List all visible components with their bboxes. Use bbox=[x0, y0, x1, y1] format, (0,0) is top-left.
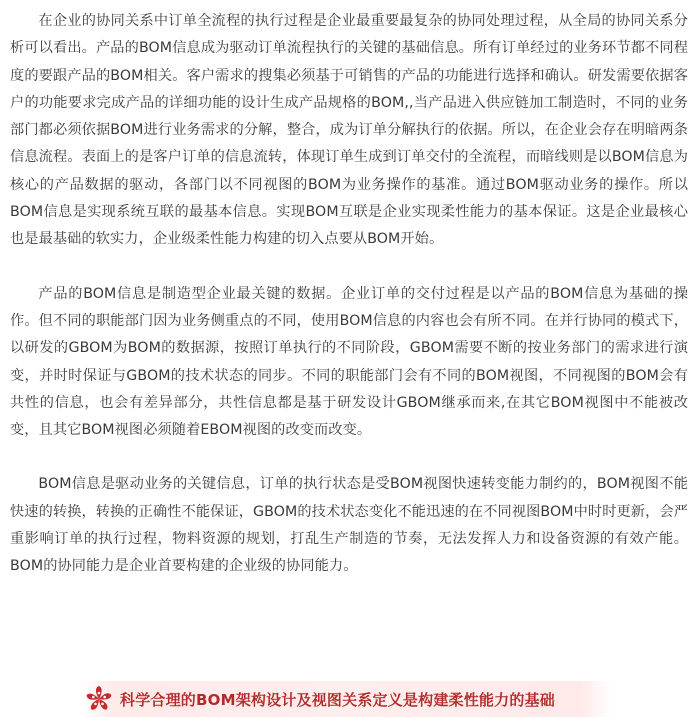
section-heading-text: 科学合理的BOM架构设计及视图关系定义是构建柔性能力的基础 bbox=[120, 690, 555, 709]
paragraph-3: BOM信息是驱动业务的关键信息，订单的执行状态是受BOM视图快速转变能力制约的，BOM视图不能快速的转换，转换的正确性不能保证，GBOM的技术状态变化不能迅速的在不同视图BOM中时时更新，会严重影响订单的执行过程，物料资源的规划，打乱生产制造的节奏，无法发挥人力和设备资源的有效产能。BOM的协同能力是企业首要构建的企业级的协同能力。 bbox=[10, 476, 688, 575]
paragraph-2: 产品的BOM信息是制造型企业最关键的数据。企业订单的交付过程是以产品的BOM信息为基础的操作。但不同的职能部门因为业务侧重点的不同，使用BOM信息的内容也会有所不同。在并行协同的模式下，以研发的GBOM为BOM的数据源，按照订单执行的不同阶段，GBOM需要不断的按业务部门的需求进行演变，并时时保证与GBOM的技术状态的同步。不同的职能部门会有不同的BOM视图，不同视图的BOM会有共性的信息，也会有差异部分，共性信息都是基于研发设计GBOM继承而来,在其它BOM视图中不能被改变，且其它BOM视图必须随着EBOM视图的改变而改变。 bbox=[10, 285, 688, 439]
article-body bbox=[10, 8, 688, 581]
section-heading bbox=[82, 681, 612, 717]
flower-icon bbox=[84, 684, 114, 714]
paragraph-1: 在企业的协同关系中订单全流程的执行过程是企业最重要最复杂的协同处理过程，从全局的协同关系分析可以看出。产品的BOM信息成为驱动订单流程执行的关键的基础信息。所有订单经过的业务环节都不同程度的要跟产品的BOM相关。客户需求的搜集必须基于可销售的产品的功能进行选择和确认。研发需要依据客户的功能要求完成产品的详细功能的设计生成产品规格的BOM,,当产品进入供应链加工制造时，不同的业务部门都必须依据BOM进行业务需求的分解，整合，成为订单分解执行的依据。所以，在企业会存在明暗两条信息流程。表面上的是客户订单的信息流转，体现订单生成到订单交付的全流程，而暗线则是以BOM信息为核心的产品数据的驱动，各部门以不同视图的BOM为业务操作的基准。通过BOM驱动业务的操作。所以BOM信息是实现系统互联的最基本信息。实现BOM互联是企业实现柔性能力的基本保证。这是企业最核心也是最基础的软实力，企业级柔性能力构建的切入点要从BOM开始。 bbox=[10, 13, 688, 248]
